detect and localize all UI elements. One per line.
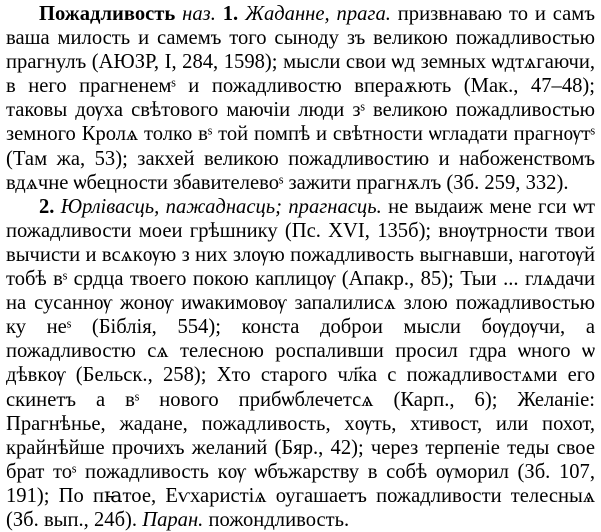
entry-sense-2 xyxy=(6,195,595,532)
sense-citations-1: призвнаваю то и самъ ваша милость и самемъ того сыноду зъ великою пожадливостью прагнулъ (АЮЗР, І, 284, 1598); мысли свои ѡд земных ѡдтѧгаючи, в него прагненемˢ и пожадливостю впераѫють (Мак., 47–48); таковы дѹха свѣтового маючіи люди зˢ великою пожадливостью земного Кролѧ толко вˢ той помпѣ и свѣтности ѡгладати прагнѹтˢ (Там жа, 53); закхей великою пожадливостию и набоженствомъ вдѧчне ѡбецности збавителевоˢ зажити прагнѫлъ (Зб. 259, 332). xyxy=(6,3,595,194)
entry-sense-1 xyxy=(6,2,595,195)
see-also-label: Паран. xyxy=(142,508,204,531)
see-also-word: пожондливость. xyxy=(203,508,350,531)
sense-gloss-1: Жаданне, прага. xyxy=(245,3,391,25)
sense-citations-2: не выдаиж мене гси ѡт пожадливости моеи грѣшнику (Пс. XVI, 135б); внѹтрности твои вычисти и всѧкѹю з них злѹю пожадливость выгнавши, наготѹй тобѣ вˢ срдца твоего покою каплицѹ (Апакр., 85); Тыи ... глѧдачи на сусаннѹ жонѹ иѡакимовѹ запалилисѧ злою пожадливостью ку неˢ (Біблія, 554); конста доброи мысли бѹдѹчи, а пожадливостю сѧ телесною роспаливши просил гдра ѡного ѡ дѣвкѹ (Бельск., 258); Хто старого чл҃ка с пожадливостѧми его скинетъ а вˢ нового прибѡблечетсѧ (Карп., 6); Желаніе: Прагнѣнье, жадане, пожадливость, хѹть, хтивост, или похот, крайнѣйше прочихъ желаний (Бяр., 42); через терпеніе теды свое брат тоˢ пожадливость кѹ ѡбъжарству в собѣ ѹморил (Зб. 107, 191); По пꙗтое, Еѵхаристіѧ оугашаетъ пожадливости телесныѧ (Зб. вып., 24б). xyxy=(6,195,595,531)
sense-number-2: 2. xyxy=(39,195,55,218)
headword: Пожадливость xyxy=(39,3,176,25)
part-of-speech: наз. xyxy=(182,3,216,25)
sense-gloss-2: Юрлівасць, пажаднасць; прагнасць. xyxy=(60,195,382,218)
sense-number-1: 1. xyxy=(222,3,239,25)
